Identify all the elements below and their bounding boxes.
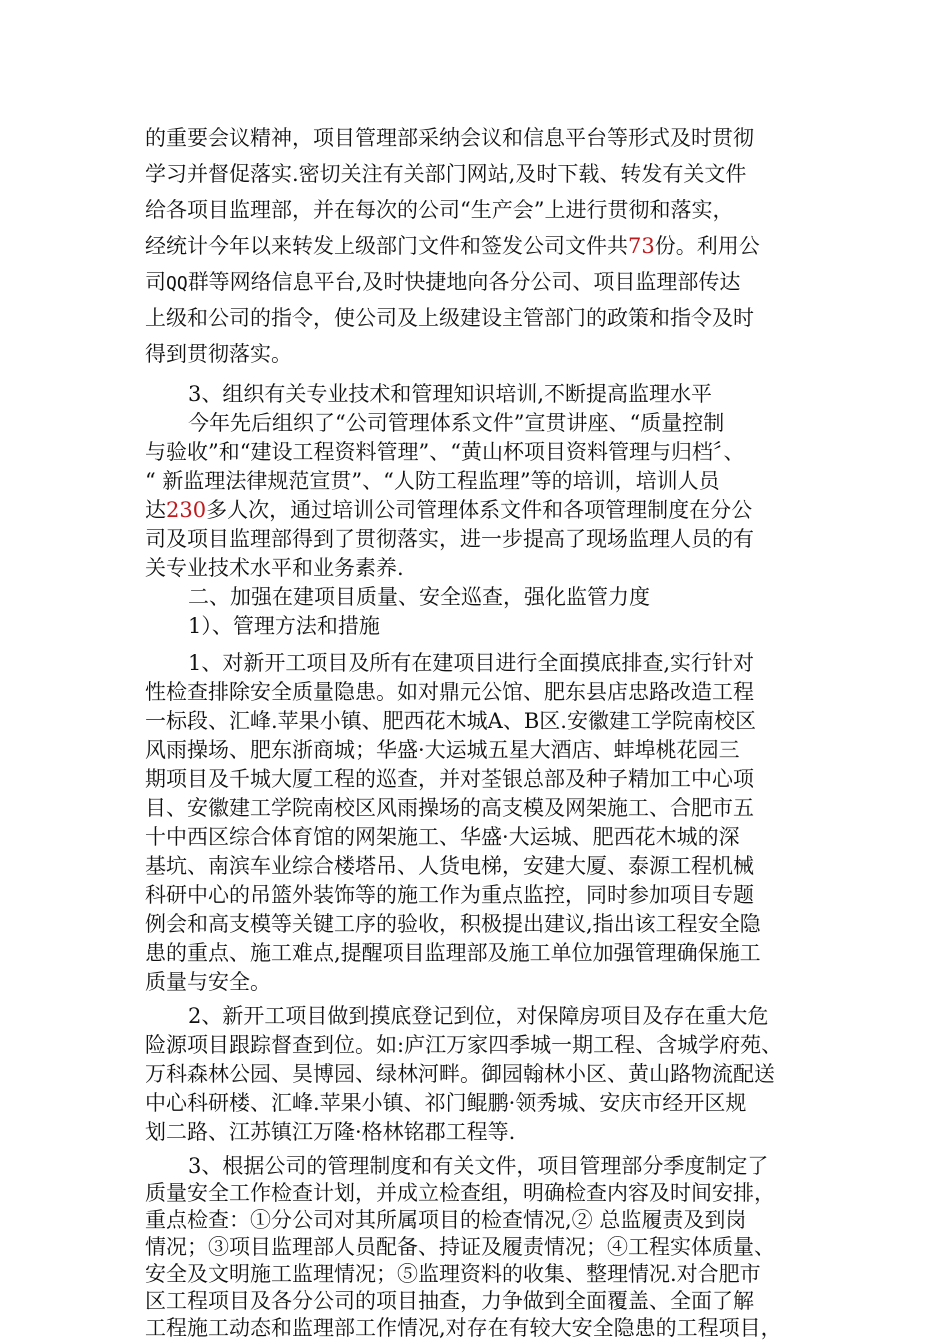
body-line: 1、对新开工项目及所有在建项目进行全面摸底排查,实行针对: [188, 651, 755, 675]
body-line: 划二路、江苏镇江万隆·格林铭郡工程等.: [145, 1120, 516, 1144]
body-line: 的重要会议精神，项目管理部采纳会议和信息平台等形式及时贯彻: [145, 126, 754, 150]
body-line: 患的重点、施工难点,提醒项目监理部及施工单位加强管理确保施工: [145, 941, 761, 965]
body-text: 群等网络信息平台,及时快捷地向各分公司、项目监理部传达: [187, 270, 741, 294]
body-line: 质量安全工作检查计划，并成立检查组，明确检查内容及时间安排，: [145, 1181, 775, 1205]
body-line: 学习并督促落实.密切关注有关部门网站,及时下载、转发有关文件: [145, 162, 747, 186]
body-line: 与验收”和“建设工程资料管理”、“黄山杯项目资料管理与归档〞、: [145, 440, 745, 464]
body-line: 今年先后组织了“公司管理体系文件”宣贯讲座、“质量控制: [188, 411, 725, 435]
body-text: 达: [145, 498, 166, 522]
section-heading: 3、组织有关专业技术和管理知识培训,不断提高监理水平: [188, 382, 713, 406]
body-text: 份。利用公: [654, 234, 760, 258]
body-line: 期项目及千城大厦工程的巡查，并对荃银总部及种子精加工中心项: [145, 767, 754, 791]
body-text: 经统计今年以来转发上级部门文件和签发公司文件共: [145, 234, 628, 258]
body-line: 区工程项目及各分公司的项目抽查，力争做到全面覆盖、全面了解: [145, 1289, 754, 1313]
body-line: 重点检查：①分公司对其所属项目的检查情况,② 总监履责及到岗: [145, 1208, 747, 1232]
body-line: 万科森林公园、昊博园、绿林河畔。御园翰林小区、黄山路物流配送: [145, 1062, 775, 1086]
body-text: 多人次，通过培训公司管理体系文件和各项管理制度在分公: [206, 498, 753, 522]
body-line: 险源项目跟踪督查到位。如:庐江万家四季城一期工程、含城学府苑、: [145, 1033, 783, 1057]
body-line: 十中西区综合体育馆的网架施工、华盛·大运城、肥西花木城的深: [145, 825, 740, 849]
body-line: 风雨操场、肥东浙商城；华盛·大运城五星大酒店、蚌埠桃花园三: [145, 738, 740, 762]
body-line: 司及项目监理部得到了贯彻落实，进一步提高了现场监理人员的有: [145, 527, 754, 551]
body-line: 科研中心的吊篮外装饰等的施工作为重点监控，同时参加项目专题: [145, 883, 754, 907]
body-line: 情况；③项目监理部人员配备、持证及履责情况；④工程实体质量、: [145, 1235, 775, 1259]
body-line: 给各项目监理部，并在每次的公司“生产会”上进行贯彻和落实，: [145, 198, 734, 222]
qq-text: QQ: [166, 273, 188, 294]
body-line: 目、安徽建工学院南校区风雨操场的高支模及网架施工、合肥市五: [145, 796, 754, 820]
subsection-heading: 1）、管理方法和措施: [188, 614, 380, 638]
body-line: 基坑、南滨车业综合楼塔吊、人货电梯，安建大厦、泰源工程机械: [145, 854, 754, 878]
body-line: 例会和高支模等关键工序的验收，积极提出建议,指出该工程安全隐: [145, 912, 761, 936]
body-line: 2、新开工项目做到摸底登记到位，对保障房项目及存在重大危: [188, 1004, 769, 1028]
body-line: 3、根据公司的管理制度和有关文件，项目管理部分季度制定了: [188, 1154, 769, 1178]
body-line: 安全及文明施工监理情况；⑤监理资料的收集、整理情况.对合肥市: [145, 1262, 761, 1286]
highlight-number: 230: [166, 498, 207, 522]
body-line: 质量与安全。: [145, 970, 271, 994]
section-heading: 二、加强在建项目质量、安全巡查，强化监管力度: [188, 585, 650, 609]
body-text: 司: [145, 270, 166, 294]
body-line: [145, 496, 752, 524]
body-line: 一标段、汇峰.苹果小镇、肥西花木城A、B区.安徽建工学院南校区: [145, 709, 756, 733]
body-line: 中心科研楼、汇峰.苹果小镇、祁门鲲鹏·领秀城、安庆市经开区规: [145, 1091, 747, 1115]
body-line: 性检查排除安全质量隐患。如对鼎元公馆、肥东县店忠路改造工程: [145, 680, 754, 704]
body-line: 得到贯彻落实。: [145, 342, 292, 366]
body-line: 关专业技术水平和业务素养.: [145, 556, 404, 580]
body-line: “ 新监理法律规范宣贯”、“人防工程监理”等的培训，培训人员: [145, 469, 720, 493]
body-line: [145, 268, 740, 298]
body-line: 上级和公司的指令，使公司及上级建设主管部门的政策和指令及时: [145, 306, 754, 330]
body-line: [145, 232, 760, 260]
body-line: 工程施工动态和监理部工作情况,对存在有较大安全隐患的工程项目，: [145, 1316, 782, 1340]
highlight-number: 73: [628, 234, 655, 258]
